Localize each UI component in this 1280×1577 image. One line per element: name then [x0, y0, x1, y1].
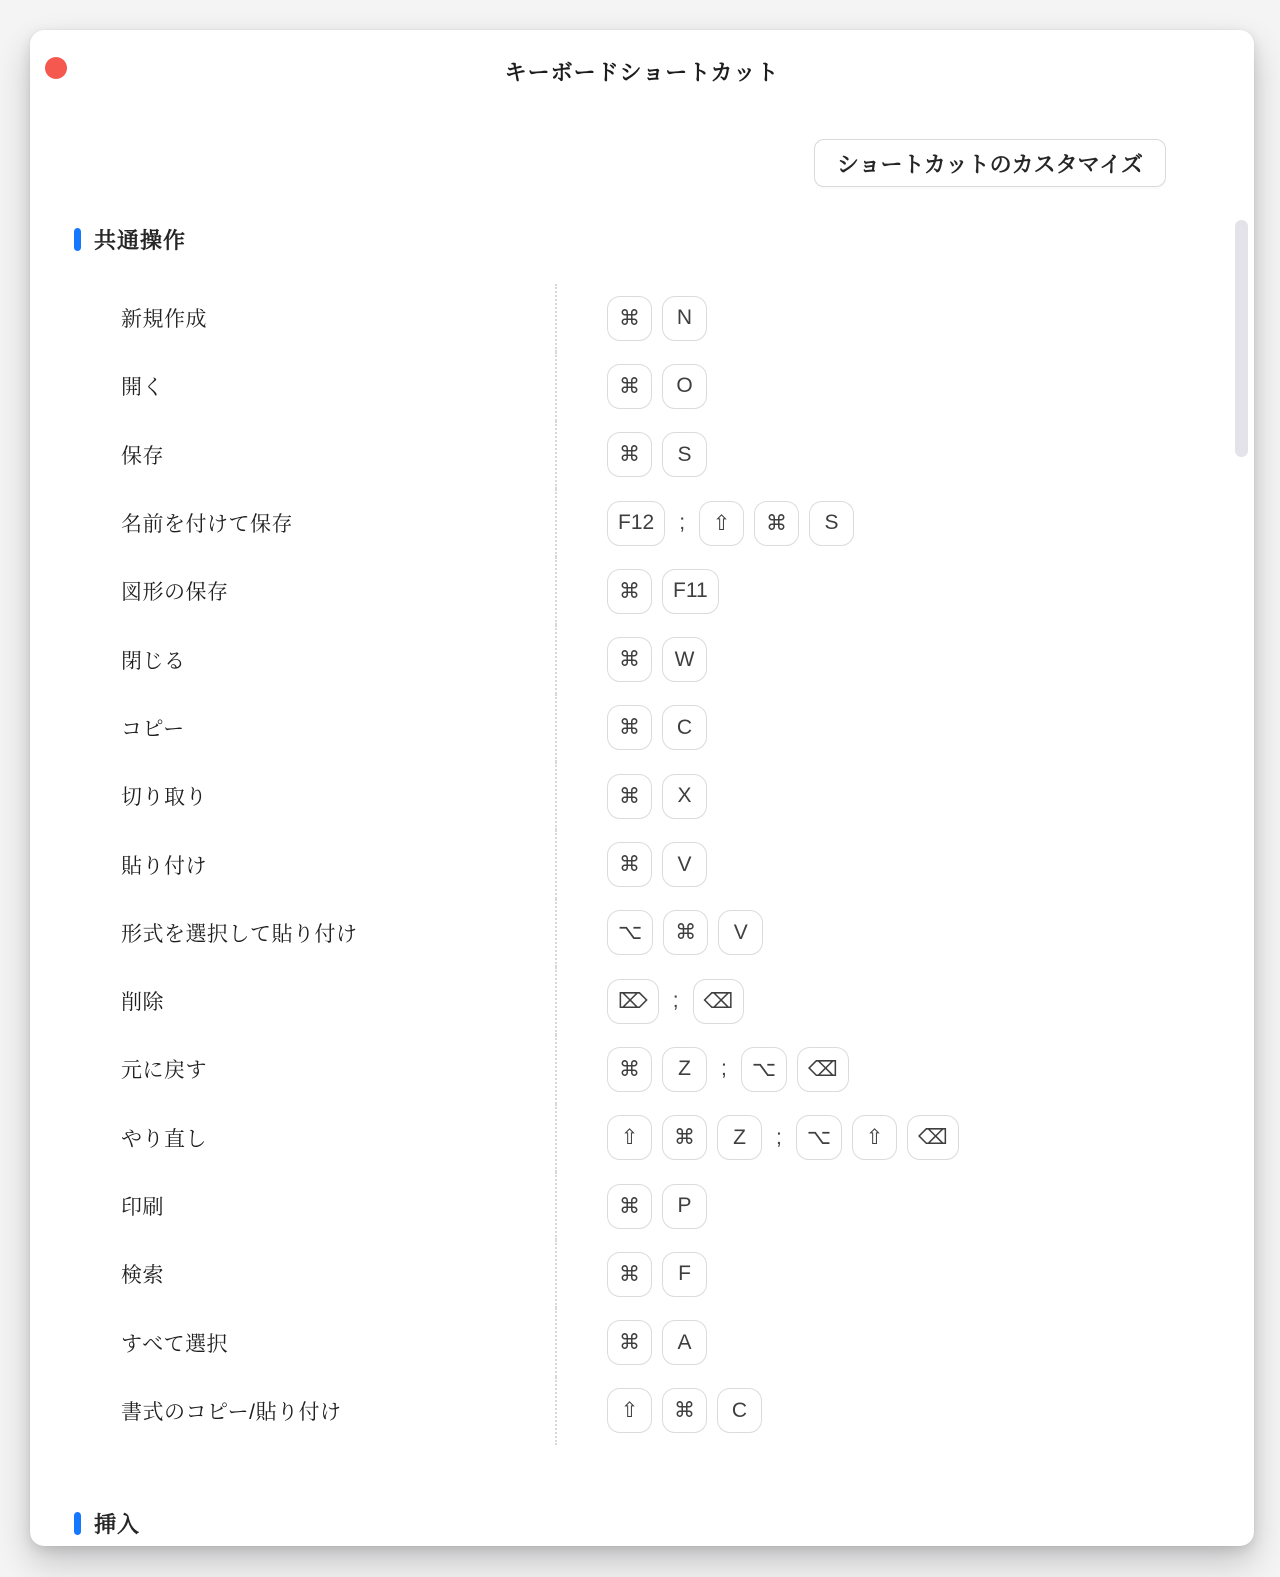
key-X: X: [662, 774, 707, 819]
shortcut-label: 書式のコピー/貼り付け: [30, 1377, 557, 1445]
key-C: C: [717, 1388, 762, 1433]
command-key-icon: ⌘: [662, 1115, 707, 1160]
key-V: V: [662, 842, 707, 887]
shortcut-label: 新規作成: [30, 284, 557, 352]
shortcut-row: [30, 1308, 1254, 1376]
shortcut-label: 元に戻す: [30, 1035, 557, 1103]
shortcut-label: 図形の保存: [30, 557, 557, 625]
shortcut-label: 保存: [30, 421, 557, 489]
section-rows: [30, 284, 1254, 1445]
shift-key-icon: ⇧: [699, 501, 744, 546]
shortcut-keys: [557, 694, 707, 762]
section-header: [30, 1508, 1254, 1538]
key-P: P: [662, 1184, 707, 1229]
key-F12: F12: [607, 501, 665, 546]
shortcut-label: 検索: [30, 1240, 557, 1308]
shortcut-label: コピー: [30, 694, 557, 762]
option-key-icon: ⌥: [607, 910, 653, 955]
delete-forward-key-icon: ⌦: [607, 979, 659, 1024]
customize-shortcuts-button[interactable]: ショートカットのカスタマイズ: [814, 139, 1166, 187]
shortcut-keys: [557, 421, 707, 489]
command-key-icon: ⌘: [607, 842, 652, 887]
shortcut-row: [30, 967, 1254, 1035]
command-key-icon: ⌘: [607, 569, 652, 614]
command-key-icon: ⌘: [607, 1047, 652, 1092]
key-Z: Z: [662, 1047, 707, 1092]
shortcut-row: [30, 421, 1254, 489]
option-key-icon: ⌥: [796, 1115, 842, 1160]
key-F11: F11: [662, 569, 719, 614]
shortcut-section: [30, 224, 1254, 1445]
shortcut-section: [30, 1508, 1254, 1538]
shortcut-keys: [557, 762, 707, 830]
shortcut-keys: [557, 1104, 959, 1172]
shortcut-label: 閉じる: [30, 625, 557, 693]
shift-key-icon: ⇧: [852, 1115, 897, 1160]
delete-backward-key-icon: ⌫: [693, 979, 745, 1024]
key-S: S: [809, 501, 854, 546]
keyboard-shortcuts-dialog: [30, 30, 1254, 1546]
shortcut-row: [30, 830, 1254, 898]
command-key-icon: ⌘: [607, 364, 652, 409]
shortcut-keys: [557, 1172, 707, 1240]
alternative-separator: ;: [721, 1057, 727, 1081]
command-key-icon: ⌘: [663, 910, 708, 955]
alternative-separator: ;: [672, 989, 679, 1013]
dialog-title: キーボードショートカット: [504, 60, 780, 85]
key-A: A: [662, 1320, 707, 1365]
shortcut-keys: [557, 967, 744, 1035]
shortcut-row: [30, 352, 1254, 420]
shortcut-row: [30, 899, 1254, 967]
section-header: [30, 224, 1254, 254]
shortcut-keys: [557, 557, 719, 625]
alternative-separator: ;: [776, 1125, 782, 1149]
shortcut-label: 貼り付け: [30, 830, 557, 898]
shortcut-keys: [557, 830, 707, 898]
shift-key-icon: ⇧: [607, 1115, 652, 1160]
shortcut-row: [30, 694, 1254, 762]
delete-backward-key-icon: ⌫: [797, 1047, 849, 1092]
section-accent-bar: [74, 1512, 81, 1535]
key-N: N: [662, 296, 707, 341]
shortcut-row: [30, 557, 1254, 625]
alternative-separator: ;: [679, 511, 686, 535]
shortcut-row: [30, 1035, 1254, 1103]
shortcut-keys: [557, 489, 854, 557]
command-key-icon: ⌘: [607, 432, 652, 477]
section-title: 挿入: [94, 1511, 141, 1537]
shortcut-label: やり直し: [30, 1104, 557, 1172]
command-key-icon: ⌘: [607, 1252, 652, 1297]
command-key-icon: ⌘: [607, 1184, 652, 1229]
command-key-icon: ⌘: [607, 637, 652, 682]
key-C: C: [662, 705, 707, 750]
scrollbar-thumb[interactable]: [1235, 220, 1248, 457]
command-key-icon: ⌘: [662, 1388, 707, 1433]
command-key-icon: ⌘: [607, 705, 652, 750]
shortcut-label: 名前を付けて保存: [30, 489, 557, 557]
sections-container: [30, 224, 1254, 1538]
shortcut-row: [30, 625, 1254, 693]
shortcut-label: 開く: [30, 352, 557, 420]
key-F: F: [662, 1252, 707, 1297]
section-accent-bar: [74, 228, 81, 251]
shortcut-label: 形式を選択して貼り付け: [30, 899, 557, 967]
shortcut-label: すべて選択: [30, 1308, 557, 1376]
command-key-icon: ⌘: [607, 1320, 652, 1365]
shortcut-row: [30, 284, 1254, 352]
shortcut-row: [30, 1172, 1254, 1240]
shortcut-keys: [557, 1377, 762, 1445]
shortcut-row: [30, 762, 1254, 830]
scrollbar[interactable]: [1235, 30, 1252, 1546]
key-V: V: [718, 910, 763, 955]
key-S: S: [662, 432, 707, 477]
shortcut-keys: [557, 1240, 707, 1308]
shift-key-icon: ⇧: [607, 1388, 652, 1433]
shortcut-label: 切り取り: [30, 762, 557, 830]
shortcut-keys: [557, 352, 707, 420]
key-O: O: [662, 364, 707, 409]
shortcut-keys: [557, 625, 707, 693]
shortcut-row: [30, 1104, 1254, 1172]
shortcut-keys: [557, 284, 707, 352]
delete-backward-key-icon: ⌫: [907, 1115, 959, 1160]
shortcut-row: [30, 1377, 1254, 1445]
section-title: 共通操作: [94, 227, 187, 253]
command-key-icon: ⌘: [607, 296, 652, 341]
option-key-icon: ⌥: [741, 1047, 787, 1092]
shortcut-row: [30, 1240, 1254, 1308]
shortcut-label: 印刷: [30, 1172, 557, 1240]
shortcut-label: 削除: [30, 967, 557, 1035]
command-key-icon: ⌘: [607, 774, 652, 819]
shortcut-keys: [557, 899, 763, 967]
command-key-icon: ⌘: [754, 501, 799, 546]
shortcut-keys: [557, 1308, 707, 1376]
key-W: W: [662, 637, 707, 682]
shortcut-row: [30, 489, 1254, 557]
shortcut-keys: [557, 1035, 849, 1103]
key-Z: Z: [717, 1115, 762, 1160]
